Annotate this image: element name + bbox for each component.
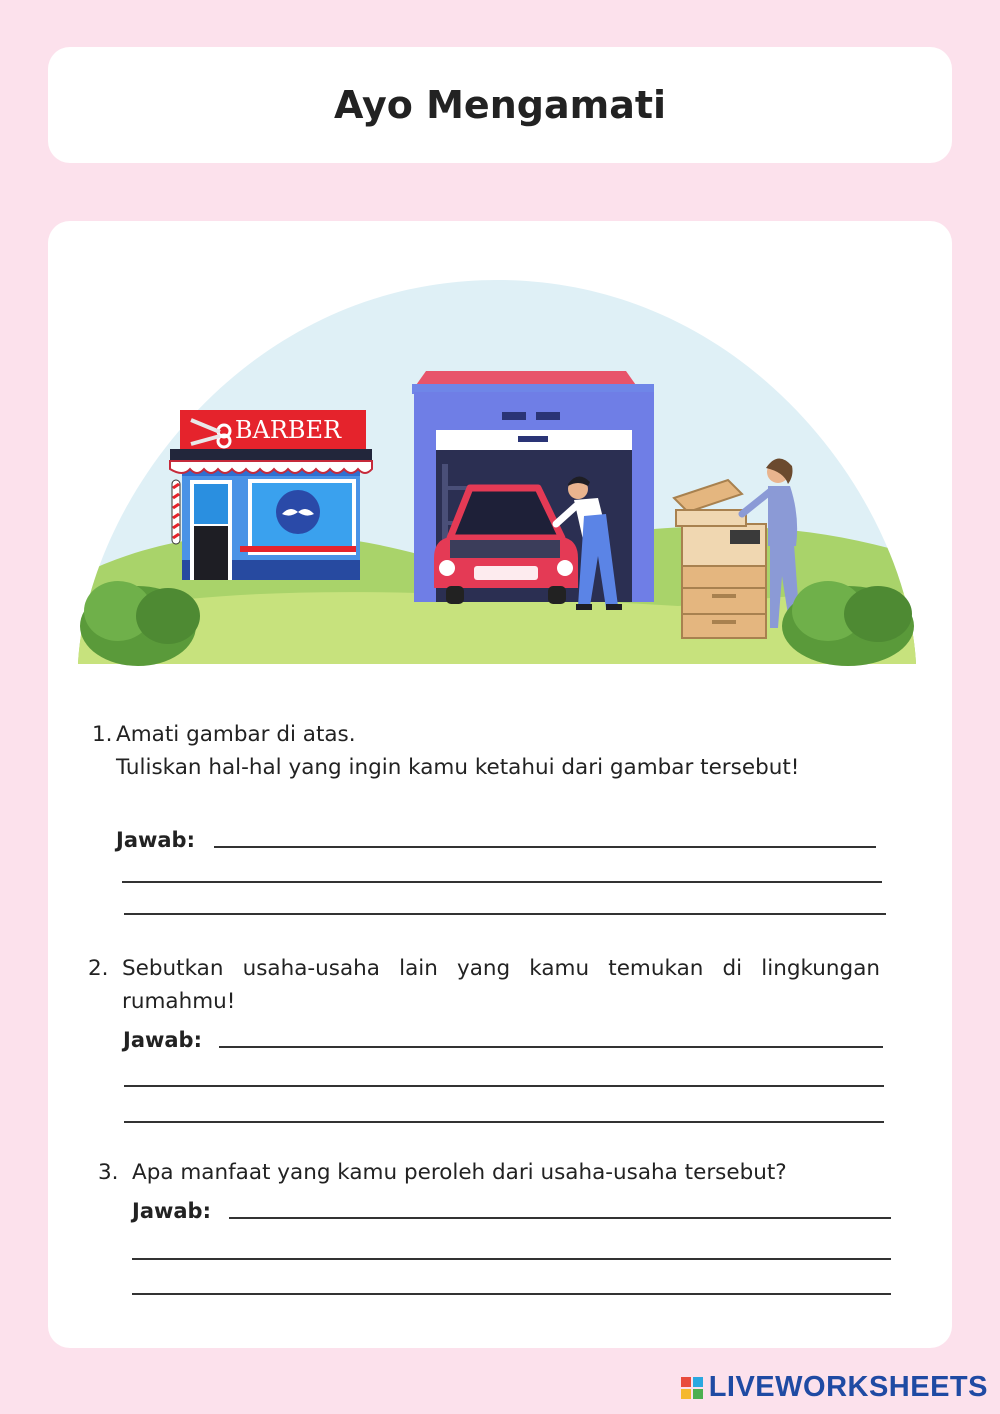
- question-2-text: Sebutkan usaha-usaha lain yang kamu temukan di lingkungan rumahmu!: [122, 956, 880, 1014]
- question-2-answer-label: Jawab:: [123, 1028, 202, 1052]
- question-1-answer-line-3[interactable]: [124, 913, 886, 915]
- barber-door: [194, 526, 228, 580]
- barber-awning: [170, 461, 372, 473]
- title-card: [48, 47, 952, 163]
- question-3-answer-line-2[interactable]: [132, 1258, 891, 1260]
- question-1-text: Amati gambar di atas. Tuliskan hal-hal yang ingin kamu ketahui dari gambar tersebut!: [116, 722, 800, 780]
- barber-pole-icon: [172, 480, 180, 544]
- question-3-answer-line-1[interactable]: [229, 1217, 891, 1219]
- question-3-number: 3.: [98, 1160, 119, 1185]
- brand-name: LIVEWORKSHEETS: [708, 1371, 988, 1403]
- question-1-answer-label: Jawab:: [116, 828, 195, 852]
- question-2-answer-line-2[interactable]: [124, 1085, 884, 1087]
- question-2-number: 2.: [88, 956, 109, 981]
- bush-right: [782, 581, 914, 666]
- liveworksheets-logo-icon: [681, 1377, 703, 1399]
- barber-shop: [170, 410, 372, 580]
- question-3: [98, 1156, 898, 1190]
- question-1: [92, 718, 878, 818]
- question-1-number: 1.: [92, 722, 113, 747]
- question-3-answer-line-3[interactable]: [132, 1293, 891, 1295]
- business-scene-illustration: [78, 276, 916, 666]
- question-1-answer-line-2[interactable]: [122, 881, 882, 883]
- question-1-answer-line-1[interactable]: [214, 846, 876, 848]
- page-title: Ayo Mengamati: [333, 83, 667, 127]
- question-3-answer-label: Jawab:: [132, 1199, 211, 1223]
- question-3-text: Apa manfaat yang kamu peroleh dari usaha-usaha tersebut?: [132, 1160, 787, 1185]
- question-2-answer-line-1[interactable]: [219, 1046, 883, 1048]
- liveworksheets-brand: [681, 1371, 988, 1404]
- barber-sign-text: BARBER: [234, 416, 342, 444]
- question-2: [88, 952, 884, 1022]
- question-2-answer-line-3[interactable]: [124, 1121, 884, 1123]
